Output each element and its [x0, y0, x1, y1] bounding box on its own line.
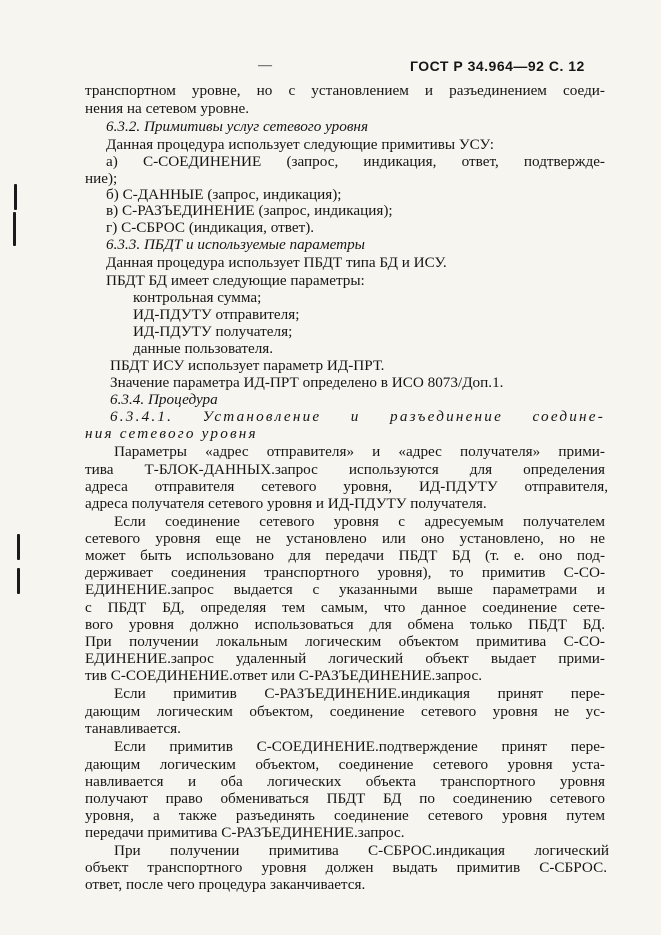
- text-line: может быть использовано для передачи ПБДТ БД (т. е. оно под-: [85, 547, 605, 564]
- text-line: ИД-ПДУТУ отправителя;: [133, 306, 300, 323]
- text-line: в) С-РАЗЪЕДИНЕНИЕ (запрос, индикация);: [106, 202, 393, 219]
- text-line: Параметры «адрес отправителя» и «адрес получателя» прими-: [114, 443, 605, 460]
- text-line: ПБДТ ИСУ использует параметр ИД-ПРТ.: [110, 357, 385, 374]
- text-line: г) С-СБРОС (индикация, ответ).: [106, 219, 315, 236]
- text-line: ния сетевого уровня: [85, 425, 258, 442]
- text-line: объект транспортного уровня должен выдать примитив С-СБРОС.: [85, 859, 607, 876]
- text-line: получают право обмениваться ПБДТ БД по соединению сетевого: [85, 790, 605, 807]
- text-line: ние);: [85, 170, 118, 187]
- text-line: Если примитив С-СОЕДИНЕНИЕ.подтверждение принят пере-: [114, 738, 605, 755]
- text-line: дающим логическим объектом, соединение сетевого уровня уста-: [85, 756, 605, 773]
- text-line: сетевого уровня еще не установлено или оно установлено, но не: [85, 530, 605, 547]
- text-line: Если соединение сетевого уровня с адресуемым получателем: [114, 513, 605, 530]
- text-line: данные пользователя.: [133, 340, 274, 357]
- text-line: а) С-СОЕДИНЕНИЕ (запрос, индикация, ответ, подтвержде-: [106, 153, 605, 170]
- text-line: вого уровня должно использоваться для обмена только ПБДТ БД.: [85, 616, 605, 633]
- text-line: транспортном уровне, но с установлением и разъединением соеди-: [85, 82, 605, 99]
- text-line: тива Т-БЛОК-ДАННЫХ.запрос используются для определения: [85, 461, 605, 478]
- text-line: тив С-СОЕДИНЕНИЕ.ответ или С-РАЗЪЕДИНЕНИЕ.запрос.: [85, 667, 483, 684]
- text-line: ИД-ПДУТУ получателя;: [133, 323, 293, 340]
- text-line: танавливается.: [85, 720, 181, 737]
- text-line: Данная процедура использует ПБДТ типа БД и ИСУ.: [106, 254, 447, 271]
- text-line: 6.3.4.1. Установление и разъединение соедине-: [110, 408, 605, 425]
- text-line: контрольная сумма;: [133, 289, 262, 306]
- text-line: навливается и оба логических объекта транспортного уровня: [85, 773, 605, 790]
- text-line: При получении локальным логическим объектом примитива С-СО-: [85, 633, 605, 650]
- text-line: ЕДИНЕНИЕ.запрос удаленный логический объект выдает прими-: [85, 650, 605, 667]
- text-line: ЕДИНЕНИЕ.запрос выдается с указанными выше параметрами и: [85, 581, 605, 598]
- text-line: передачи примитива С-РАЗЪЕДИНЕНИЕ.запрос.: [85, 824, 405, 841]
- text-line: ПБДТ БД имеет следующие параметры:: [106, 272, 365, 289]
- revision-mark: [14, 184, 17, 210]
- text-line: дающим логическим объектом, соединение сетевого уровня не ус-: [85, 703, 605, 720]
- text-line: Данная процедура использует следующие примитивы УСУ:: [106, 136, 494, 153]
- header-dash: —: [258, 58, 272, 73]
- text-line: нения на сетевом уровне.: [85, 100, 250, 117]
- revision-mark: [13, 212, 16, 246]
- revision-mark: [17, 534, 20, 560]
- text-line: адреса отправителя сетевого уровня, ИД-ПДУТУ отправителя,: [85, 478, 608, 495]
- text-line: с ПБДТ БД, определяя тем самым, что данное соединение сете-: [85, 599, 605, 616]
- text-line: адреса получателя сетевого уровня и ИД-ПДУТУ получателя.: [85, 495, 487, 512]
- page-header: ГОСТ Р 34.964—92 С. 12: [410, 58, 585, 74]
- text-line: ответ, после чего процедура заканчивается.: [85, 876, 366, 893]
- text-line: 6.3.4. Процедура: [110, 391, 218, 408]
- revision-mark: [17, 568, 20, 594]
- text-line: 6.3.2. Примитивы услуг сетевого уровня: [106, 118, 369, 135]
- text-line: 6.3.3. ПБДТ и используемые параметры: [106, 236, 365, 253]
- text-line: б) С-ДАННЫЕ (запрос, индикация);: [106, 186, 342, 203]
- text-line: Значение параметра ИД-ПРТ определено в ИСО 8073/Доп.1.: [110, 374, 504, 391]
- text-line: Если примитив С-РАЗЪЕДИНЕНИЕ.индикация принят пере-: [114, 685, 605, 702]
- text-line: держивает соединения транспортного уровня), то примитив С-СО-: [85, 564, 605, 581]
- text-line: При получении примитива С-СБРОС.индикация логический: [114, 842, 609, 859]
- text-line: уровня, а также разъединять соединение сетевого уровня путем: [85, 807, 605, 824]
